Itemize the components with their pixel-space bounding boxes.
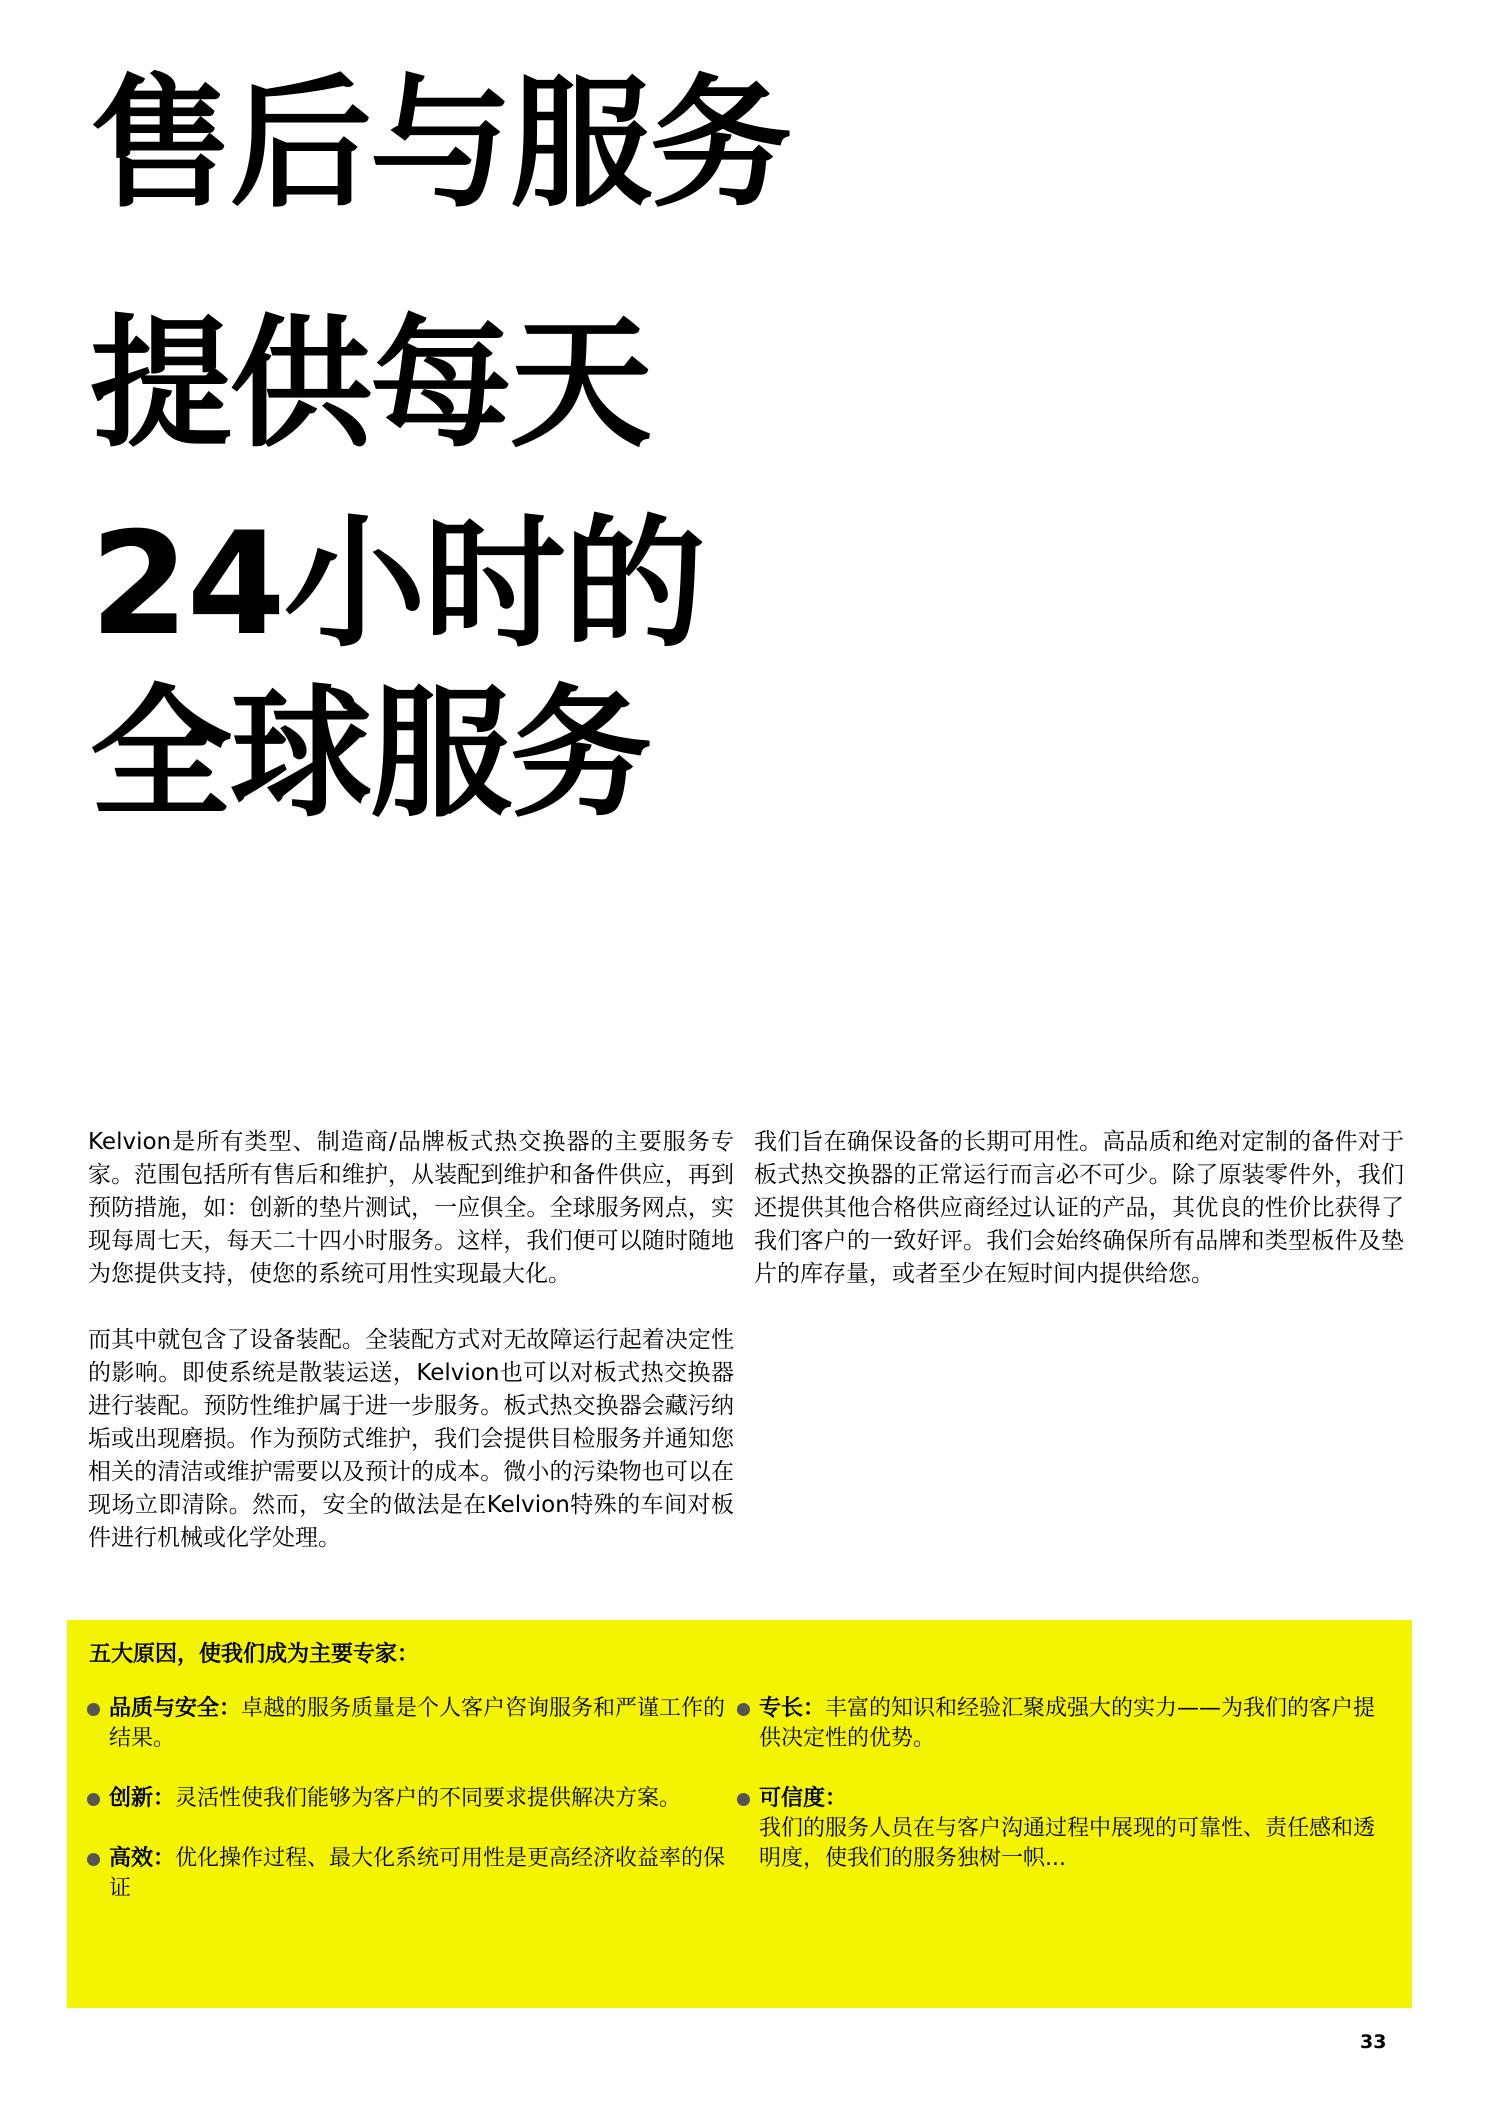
- body-column-right: [754, 1126, 1404, 1324]
- reason-separator: ：: [153, 1846, 176, 1871]
- reason-separator: ：: [825, 1786, 848, 1811]
- reason-separator: ：: [219, 1696, 242, 1721]
- reasons-callout-box: [67, 1620, 1412, 2008]
- body-paragraph: Kelvion是所有类型、制造商/品牌板式热交换器的主要服务专家。范围包括所有售后和维护，从装配到维护和备件供应，再到预防措施，如：创新的垫片测试，一应俱全。全球服务网点，实现每周七天，每天二十四小时服务。这样，我们便可以随时随地为您提供支持，使您的系统可用性实现最大化。: [88, 1129, 734, 1287]
- reasons-heading: 五大原因，使我们成为主要专家：: [89, 1642, 420, 1667]
- reason-text: 灵活性使我们能够为客户的不同要求提供解决方案。: [175, 1786, 682, 1811]
- reason-label: 创新: [109, 1786, 154, 1811]
- reason-label: 专长: [759, 1696, 804, 1721]
- reason-label: 高效: [109, 1846, 154, 1871]
- bullet-icon: [87, 1853, 100, 1866]
- page-title-line-1: 售后与服务: [90, 62, 790, 227]
- reason-text: 卓越的服务质量是个人客户咨询服务和严谨工作的结果。: [109, 1696, 726, 1751]
- bullet-icon: [87, 1703, 100, 1716]
- reason-label: 品质与安全: [109, 1696, 220, 1721]
- page-number: 33: [1360, 2031, 1387, 2053]
- bullet-icon: [737, 1793, 750, 1806]
- reason-item-efficiency: [87, 1844, 727, 1904]
- reason-text: 优化操作过程、最大化系统可用性是更高经济收益率的保证: [109, 1846, 726, 1901]
- subtitle-line-2: 24小时的: [90, 502, 704, 667]
- bullet-icon: [87, 1793, 100, 1806]
- body-column-left: [88, 1126, 734, 1588]
- reasons-list-left: [87, 1694, 727, 1934]
- subtitle-line-3: 全球服务: [90, 672, 650, 837]
- reason-text: 我们的服务人员在与客户沟通过程中展现的可靠性、责任感和透明度，使我们的服务独树一帜...: [759, 1816, 1376, 1871]
- reason-separator: ：: [153, 1786, 176, 1811]
- body-paragraph: 而其中就包含了设备装配。全装配方式对无故障运行起着决定性的影响。即使系统是散装运送，Kelvion也可以对板式热交换器进行装配。预防性维护属于进一步服务。板式热交换器会藏污纳垢或出现磨损。作为预防式维护，我们会提供目检服务并通知您相关的清洁或维护需要以及预计的成本。微小的污染物也可以在现场立即清除。然而，安全的做法是在Kelvion特殊的车间对板件进行机械或化学处理。: [88, 1327, 734, 1551]
- reason-item-quality-safety: [87, 1694, 727, 1754]
- reason-separator: ：: [803, 1696, 826, 1721]
- body-paragraph: 我们旨在确保设备的长期可用性。高品质和绝对定制的备件对于板式热交换器的正常运行而言必不可少。除了原装零件外，我们还提供其他合格供应商经过认证的产品，其优良的性价比获得了我们客户的一致好评。我们会始终确保所有品牌和类型板件及垫片的库存量，或者至少在短时间内提供给您。: [754, 1129, 1404, 1287]
- reasons-list-right: [737, 1694, 1377, 1904]
- reason-label: 可信度: [759, 1786, 826, 1811]
- reason-item-innovation: [87, 1784, 727, 1814]
- reason-item-reliability: [737, 1784, 1377, 1874]
- subtitle-line-1: 提供每天: [90, 302, 650, 467]
- reason-item-expertise: [737, 1694, 1377, 1754]
- reason-text: 丰富的知识和经验汇聚成强大的实力——为我们的客户提供决定性的优势。: [759, 1696, 1376, 1751]
- bullet-icon: [737, 1703, 750, 1716]
